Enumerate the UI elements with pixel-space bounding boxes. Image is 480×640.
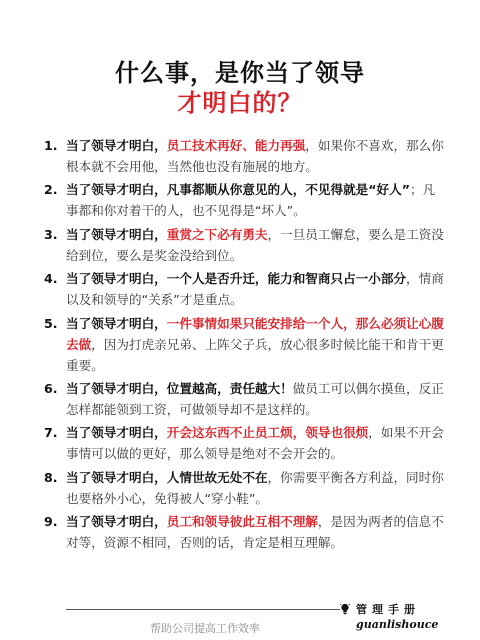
brand-name-cn: 管理手册 [356, 603, 420, 616]
item-text [66, 422, 444, 464]
body-text: ，因为打虎亲兄弟、上阵父子兵，放心很多时候比能干和肯干更重要。 [66, 336, 444, 373]
highlight-text: 员工技术再好、能力再强 [166, 138, 306, 153]
footer-divider [66, 609, 340, 610]
bold-text: 位置越高，责任越大！ [166, 380, 293, 396]
footer-caption: 帮助公司提高工作效率 [150, 622, 260, 635]
item-text [66, 313, 444, 376]
page-title [0, 58, 480, 118]
bold-text: 当了领导才明白， [66, 182, 167, 198]
brand-logo [356, 601, 438, 631]
item-text [66, 378, 444, 420]
bold-text: 人情世故无处不在 [166, 469, 268, 485]
body-text: ，一旦员工懈怠，要么是工资没给到位，要么是奖金没给到位。 [66, 226, 444, 263]
list-item [44, 313, 444, 376]
item-number: 1. [44, 138, 58, 153]
item-text [66, 179, 444, 221]
highlight-text: 一件事情如果只能安排给一个人，那么必须让心腹去做 [66, 315, 444, 352]
list-item [44, 224, 444, 266]
bold-text: 当了领导才明白， [66, 380, 167, 396]
title-line-2: 才明白的？ [177, 89, 303, 117]
highlight-text: 开会这东西不止员工烦，领导也很烦 [166, 425, 369, 441]
item-number: 5. [44, 315, 58, 331]
body-text: ；凡事都和你对着干的人，也不见得是“坏人”。 [66, 182, 436, 219]
body-text: ，你需要平衡各方利益，同时你也要格外小心，免得被人“穿小鞋”。 [66, 469, 444, 506]
item-number: 2. [44, 182, 58, 198]
tips-list [44, 135, 444, 556]
bold-text: 一个人是否升迁，能力和智商只占一小部分 [166, 271, 407, 287]
bold-text: 当了领导才明白， [66, 271, 167, 287]
bold-text: 当了领导才明白， [66, 514, 167, 530]
list-item [44, 422, 444, 464]
item-text [66, 135, 444, 177]
list-item [44, 135, 444, 177]
body-text: ，是因为两者的信息不对等，资源不相同，否则的话，肯定是相互理解。 [66, 514, 444, 551]
list-item [44, 268, 444, 310]
item-text [66, 467, 444, 509]
bold-text: 当了领导才明白， [66, 226, 167, 242]
list-item [44, 378, 444, 420]
bold-text: 当了领导才明白， [66, 315, 167, 331]
list-item [44, 179, 444, 221]
bold-text: 凡事都顺从你意见的人，不见得就是“好人” [166, 182, 410, 198]
highlight-text: 员工和领导彼此互相不理解 [166, 514, 318, 530]
body-text: 做员工可以偶尔摸鱼，反正怎样都能领到工资，可做领导却不是这样的。 [66, 380, 444, 417]
title-line-1: 什么事，是你当了领导 [115, 59, 365, 87]
item-number: 3. [44, 226, 58, 242]
list-item [44, 467, 444, 509]
item-number: 9. [44, 514, 58, 530]
item-number: 7. [44, 425, 58, 441]
brand-name-en: guanlishouce [356, 618, 439, 631]
highlight-text: 重赏之下必有勇夫 [166, 226, 268, 242]
list-item [44, 511, 444, 553]
lightbulb-icon [340, 603, 350, 615]
item-number: 8. [44, 469, 58, 485]
body-text: ，情商以及和领导的“关系”才是重点。 [66, 271, 444, 308]
item-number: 6. [44, 380, 58, 396]
item-text [66, 511, 444, 553]
bold-text: 当了领导才明白， [66, 469, 167, 485]
item-text [66, 268, 444, 310]
bold-text: 当了领导才明白， [66, 425, 167, 441]
body-text: ，如果你不喜欢，那么你根本就不会用他，当然他也没有施展的地方。 [66, 138, 444, 174]
item-text [66, 224, 444, 266]
body-text: ，如果不开会事情可以做的更好，那么领导是绝对不会开会的。 [66, 425, 444, 462]
bold-text: 当了领导才明白， [66, 138, 167, 153]
item-number: 4. [44, 271, 58, 287]
